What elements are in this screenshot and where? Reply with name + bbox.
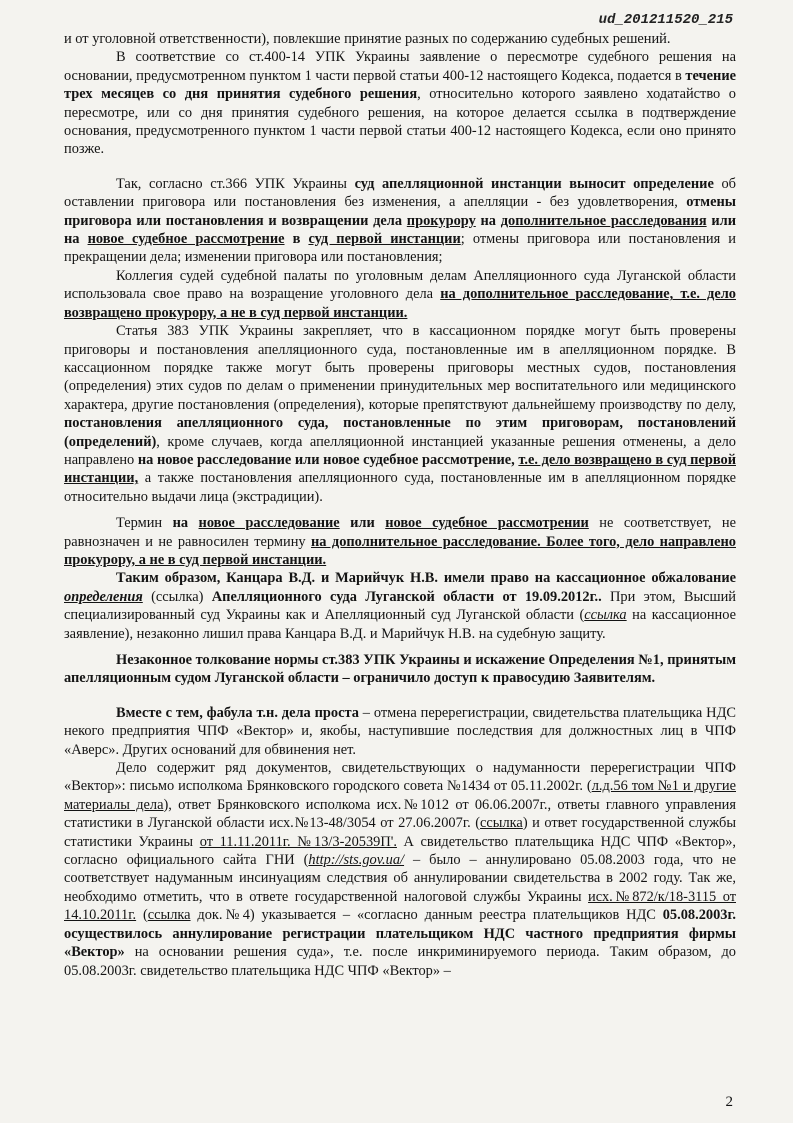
paragraph-7 [64, 569, 736, 643]
bold-underlined-text: на дополнительное расследование, т.е. дело возвращено прокурору, а не в суд первой инстанции. [64, 286, 736, 321]
text: и от уголовной ответственности), повлекшие принятие разных по содержанию судебных решений. [64, 31, 671, 47]
text: ), ответ Брянковского исполкома исх.№1012 от 06.06.2007г., ответы главного управления статистики в Луганской области исх.№13-48/3054 от 27.06.2007г. ( [64, 796, 736, 832]
text: на кассационное заявление), незаконно лишил права Канцара В.Д. и Марийчук Н.В. на судебную защиту. [64, 607, 736, 642]
text: Статья 383 УПК Украины закрепляет, что в кассационном порядке могут быть проверены приговоры и постановления апелляционного суда, постановленные им в апелляционном порядке. В кассационном порядке также могут быть проверены приговоры местных судов, постановления (определения) этих судов по делам о применении принудительных мер воспитательного или медицинского характера, другие постановления (определения), которые препятствуют дальнейшему производству по делу, [64, 323, 736, 413]
spacer [64, 506, 736, 514]
paragraph-1 [64, 30, 736, 48]
underlined-text: ссылка [147, 907, 191, 924]
paragraph-8 [64, 651, 736, 688]
document-id: ud_201211520_215 [598, 12, 733, 28]
bold-underlined-text: новое расследование [198, 515, 340, 532]
paragraph-5 [64, 322, 736, 506]
bold-underlined-text: прокурору [406, 212, 476, 229]
paragraph-9 [64, 704, 736, 759]
bold-underlined-text: суд первой инстанции [308, 231, 461, 248]
paragraph-3 [64, 175, 736, 267]
bold-underlined-text: на дополнительное расследование. Более того, дело направлено прокурору, а не в суд первой инстанции. [64, 533, 736, 568]
bold-text: или [339, 515, 386, 532]
bold-underlined-text: дополнительное расследования [500, 212, 707, 229]
bold-text: отмены приговора или постановления и возвращении дела [64, 194, 736, 229]
bold-text: суд апелляционной инстанции выносит определение [354, 175, 714, 192]
text: док.№4) указывается – «согласно данным реестра плательщиков НДС [190, 907, 663, 924]
underlined-text: л.д.56 том №1 и другие материалы дела [64, 778, 736, 813]
text: на основании решения суда», т.е. после инкриминируемого периода. Таким образом, до 05.08.2003г. свидетельство плательщика НДС ЧПФ «Вектор» – [64, 944, 736, 979]
text: В соответствие со ст.400-14 УПК Украины заявление о пересмотре судебного решения на основании, предусмотренном пунктом 1 части первой статьи 400-12 настоящего Кодекса, подается в [64, 49, 736, 84]
text: а также постановления апелляционного суда, постановленные им в апелляционном порядке относительно выдачи лица (экстрадиции). [64, 470, 736, 505]
underlined-text: ссылка [480, 815, 523, 832]
bold-underlined-text: т.е. дело возвращено в суд первой инстанции, [64, 451, 736, 487]
bold-text: или на [64, 212, 736, 248]
bold-underlined-text: новое судебное рассмотрение [87, 231, 285, 248]
bold-text: Вместе с тем, фабула т.н. дела проста [116, 704, 359, 721]
bold-text: постановления апелляционного суда, постановленные по этим приговорам, постановлений (определений) [64, 415, 736, 450]
paragraph-10 [64, 759, 736, 980]
spacer [64, 688, 736, 704]
text: , относительно которого заявлено ходатайство о пересмотре, или со дня принятия судебного решения, на которое делается ссылка в подтверждение основания, предусмотренного пунктом 1 части первой статьи 400-12 настоящего Кодекса, если оно принято позже. [64, 86, 736, 158]
text: ; отмены приговора или постановления и прекращении дела; изменении приговора или постановления; [64, 231, 736, 266]
text: – отмена перерегистрации, свидетельства плательщика НДС некого предприятия ЧПФ «Вектор» и, якобы, наступившие последствия для должностных лиц в ЧПФ «Аверс». Других оснований для обвинения нет. [64, 704, 736, 758]
page-number: 2 [725, 1094, 733, 1110]
italic-underlined-text: ссылка [584, 607, 627, 624]
underlined-text: исх.№872/к/18-3115 от 14.10.2011г. [64, 888, 736, 924]
text: об оставлении приговора или постановления без изменения, а апелляции - без удовлетворения, [64, 175, 737, 211]
bold-underlined-text: новое судебное рассмотрении [385, 515, 589, 532]
bold-text: в [284, 231, 309, 248]
bold-text: 05.08.2003г. осуществилось аннулирование регистрации плательщиком НДС частного предприятия фирмы «Вектор» [64, 907, 737, 961]
bold-text: Незаконное толкование нормы ст.383 УПК Украины и искажение Определения №1, принятым апелляционным судом Луганской области – ограничило доступ к правосудию Заявителям. [64, 652, 736, 687]
bold-text: на [172, 515, 199, 532]
text: ) и ответ государственной службы статистики Украины [64, 815, 736, 850]
text: Термин [116, 515, 173, 532]
bold-text: течение трех месяцев со дня принятия судебного решения [64, 67, 736, 103]
text: При этом, Высший специализированный суд Украины как и Апелляционный суд Луганской области ( [64, 588, 736, 624]
text: Коллегия судей судебной палаты по уголовным делам Апелляционного суда Луганской области использовала свое право на возращение уголовного дела [64, 267, 736, 303]
paragraph-6 [64, 514, 736, 569]
text: А свидетельство плательщика НДС ЧПФ «Вектор», согласно официального сайта ГНИ ( [64, 833, 736, 869]
spacer [64, 159, 736, 175]
bold-text: Апелляционного суда Луганской области от 19.09.2012г.. [211, 588, 602, 605]
text: ( [136, 907, 148, 924]
paragraph-4 [64, 267, 736, 322]
italic-underlined-link: http://sts.gov.ua/ [308, 852, 405, 869]
text: (ссылка) [142, 588, 212, 605]
document-body [64, 30, 736, 980]
underlined-text: от 11.11.2011г. №13/3-20539П'. [199, 833, 397, 850]
text: не соответствует, не равнозначен и не равносилен термину [64, 515, 737, 550]
bold-text: на [475, 212, 501, 229]
text: – было – аннулировано 05.08.2003 года, что не соответствует надуманным инсинуациям следствия об аннулировании свидетельства в 2002 году. Так же, необходимо отметить, что в ответе государственной налоговой службы Украины [64, 852, 737, 905]
text: , кроме случаев, когда апелляционной инстанцией указанные решения отменены, а дело направлено [64, 433, 736, 468]
spacer [64, 643, 736, 651]
text: Дело содержит ряд документов, свидетельствующих о надуманности перерегистрации ЧПФ «Вектор»: письмо исполкома Брянковского городского совета №1434 от 05.11.2002г. ( [64, 760, 736, 795]
bold-text: на новое расследование или новое судебное рассмотрение, [137, 451, 519, 468]
bold-italic-underlined-text: определения [64, 588, 143, 605]
text: Так, согласно ст.366 УПК Украины [116, 175, 355, 192]
bold-text: Таким образом, Канцара В.Д. и Марийчук Н.В. имели право на кассационное обжалование [116, 570, 736, 587]
paragraph-2 [64, 48, 736, 158]
